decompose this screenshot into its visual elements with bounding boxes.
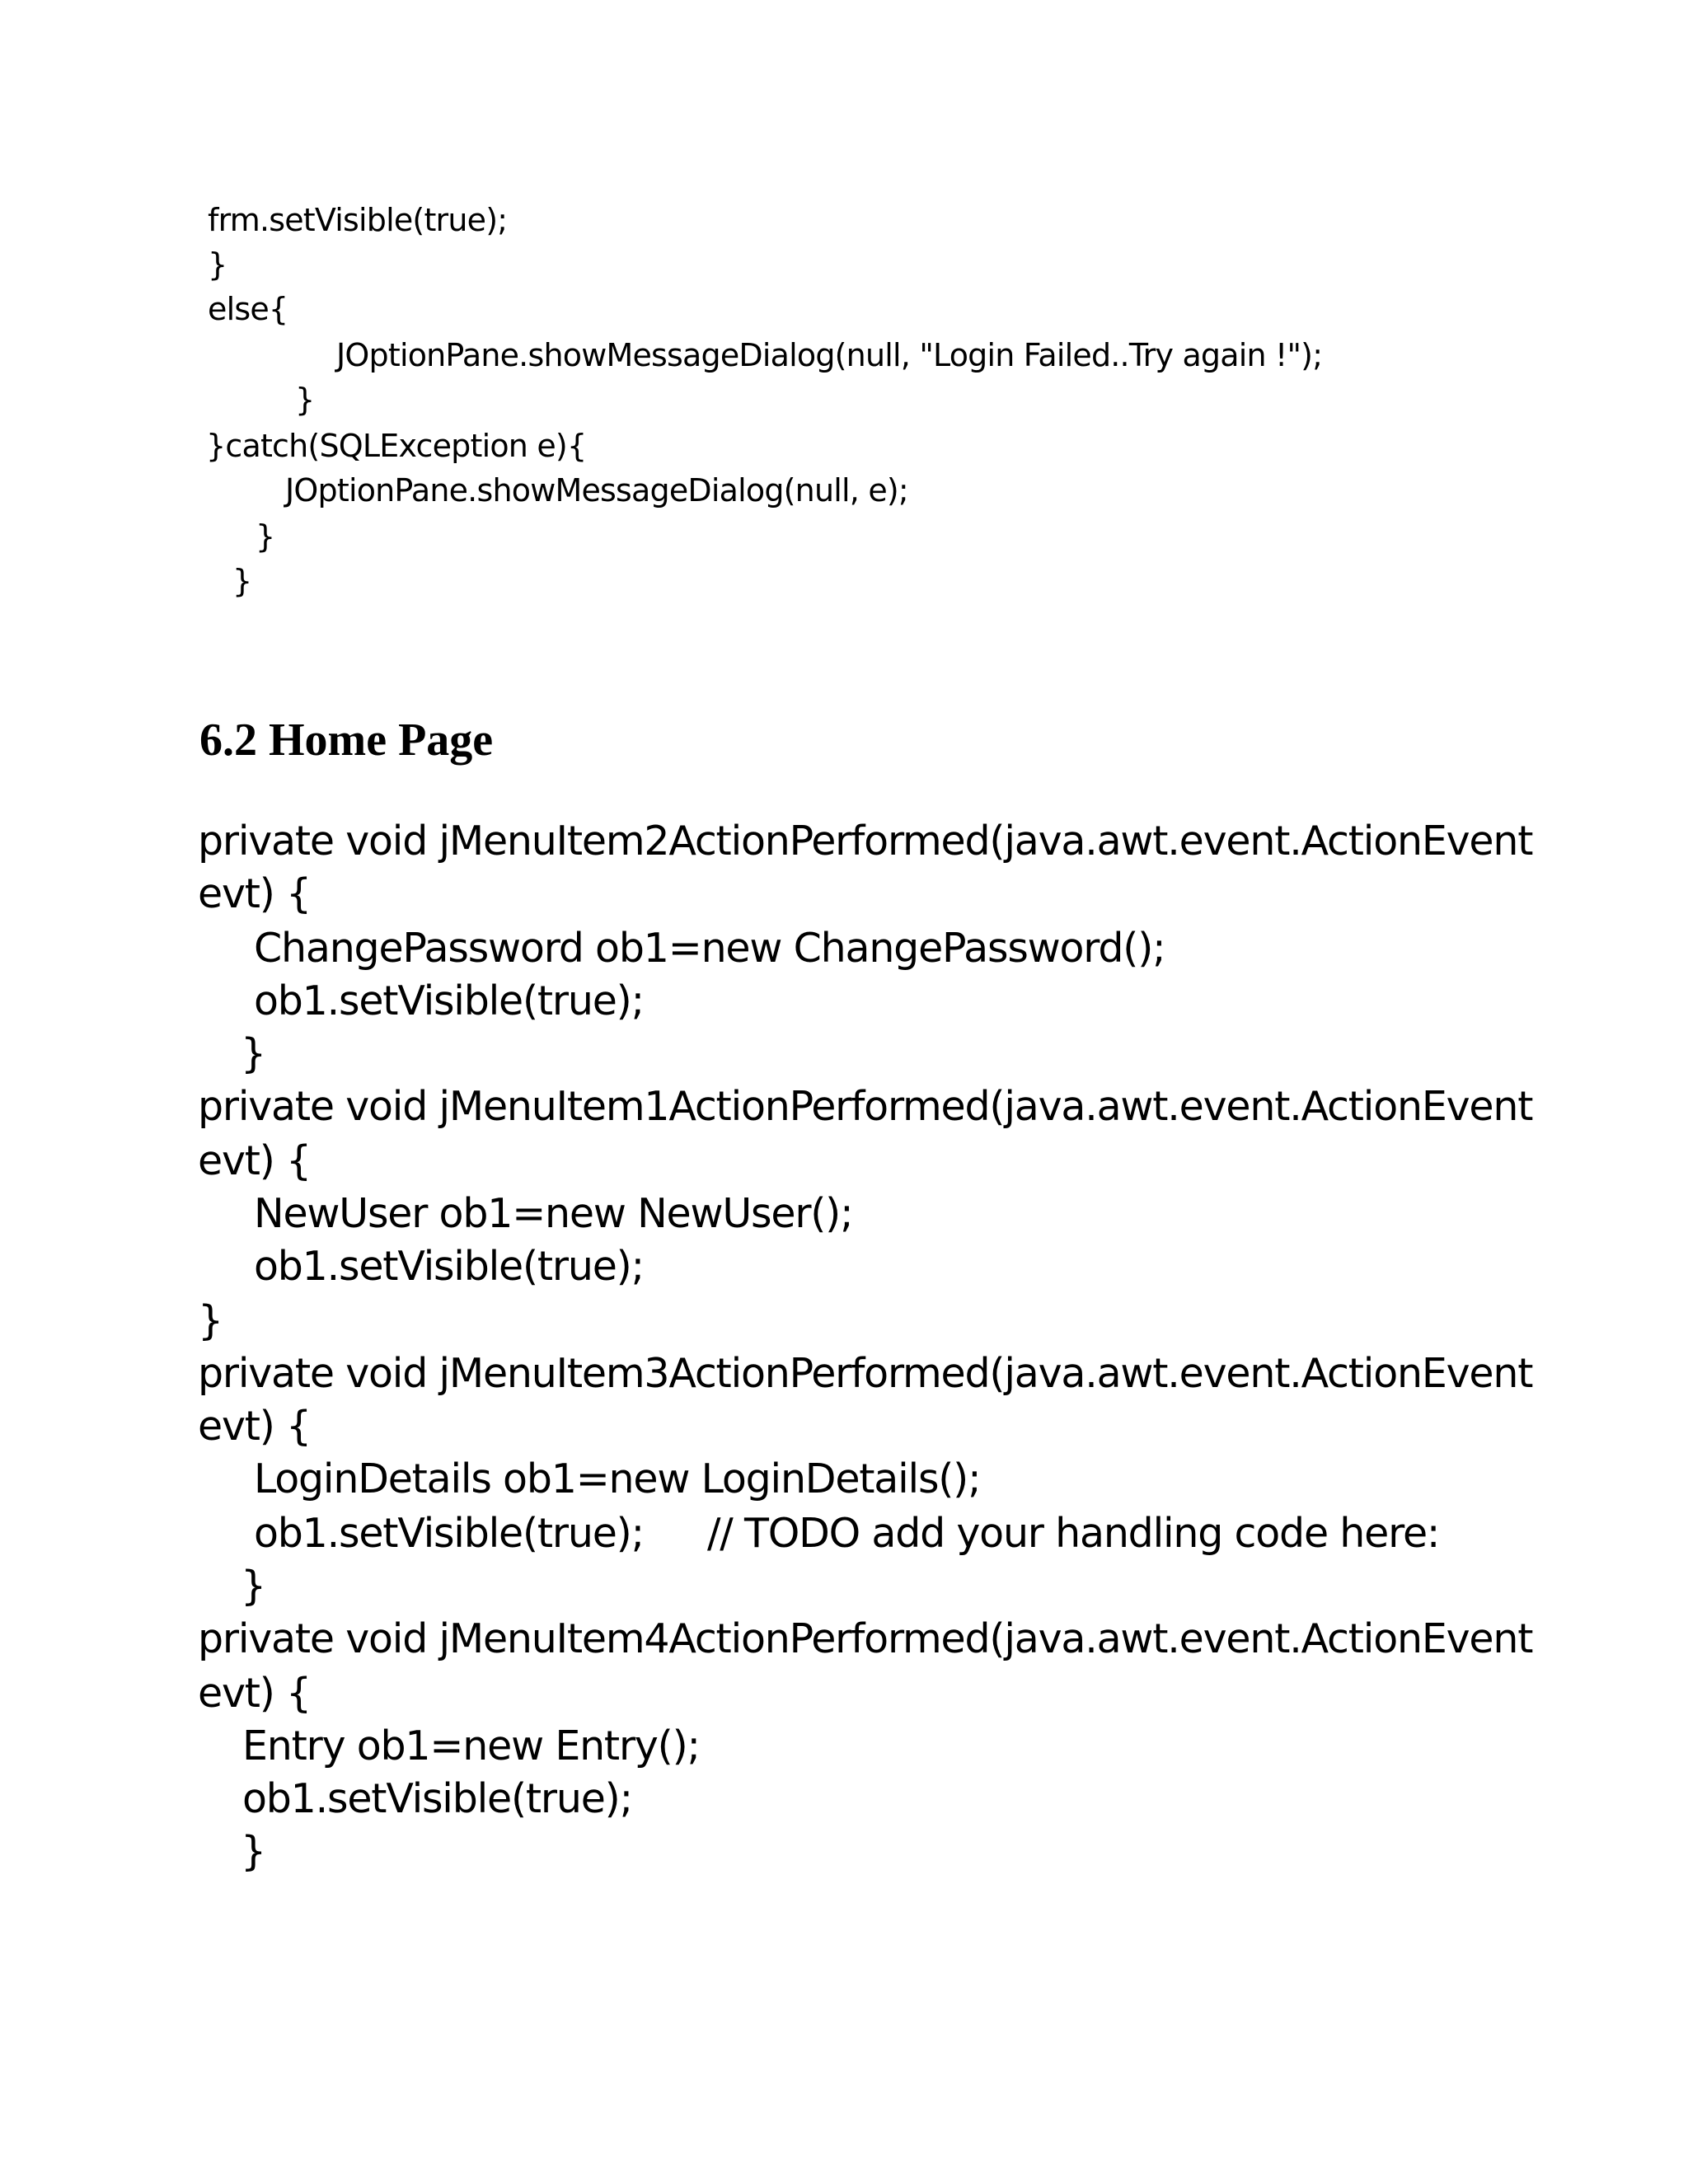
code-line: } xyxy=(198,1297,223,1344)
code-line: } xyxy=(241,1828,265,1875)
code-line: ob1.setVisible(true); xyxy=(254,1243,644,1290)
code-line: evt) { xyxy=(198,1403,312,1450)
section-heading: 6.2 Home Page xyxy=(199,715,494,766)
code-line: NewUser ob1=new NewUser(); xyxy=(254,1190,853,1237)
code-line: } xyxy=(241,1030,265,1077)
code-line: } xyxy=(256,518,275,555)
code-line: } xyxy=(241,1563,265,1610)
code-comment: // TODO add your handling code here: xyxy=(707,1510,1440,1557)
code-line: } xyxy=(232,563,252,599)
code-line: Entry ob1=new Entry(); xyxy=(242,1722,700,1769)
code-line: evt) { xyxy=(198,1670,312,1717)
code-line: frm.setVisible(true); xyxy=(208,202,508,238)
code-line: } xyxy=(208,246,227,283)
code-line: ob1.setVisible(true); xyxy=(254,977,644,1024)
code-line: evt) { xyxy=(198,870,312,917)
code-line: }catch(SQLException e){ xyxy=(206,428,587,464)
code-line: } xyxy=(295,382,315,418)
code-line: ob1.setVisible(true); xyxy=(254,1510,644,1557)
code-line: private void jMenuItem1ActionPerformed(java.awt.event.ActionEvent xyxy=(198,1083,1533,1130)
code-line: private void jMenuItem2ActionPerformed(java.awt.event.ActionEvent xyxy=(198,818,1533,865)
code-line: private void jMenuItem3ActionPerformed(java.awt.event.ActionEvent xyxy=(198,1350,1533,1397)
code-line: LoginDetails ob1=new LoginDetails(); xyxy=(254,1455,981,1502)
code-line: evt) { xyxy=(198,1137,312,1184)
code-line: private void jMenuItem4ActionPerformed(java.awt.event.ActionEvent xyxy=(198,1615,1533,1662)
code-line: JOptionPane.showMessageDialog(null, e); xyxy=(285,472,908,509)
code-line: JOptionPane.showMessageDialog(null, "Login Failed..Try again !"); xyxy=(336,337,1323,373)
code-line: ChangePassword ob1=new ChangePassword(); xyxy=(254,925,1165,972)
code-line: ob1.setVisible(true); xyxy=(242,1775,632,1822)
code-line: else{ xyxy=(208,291,288,327)
